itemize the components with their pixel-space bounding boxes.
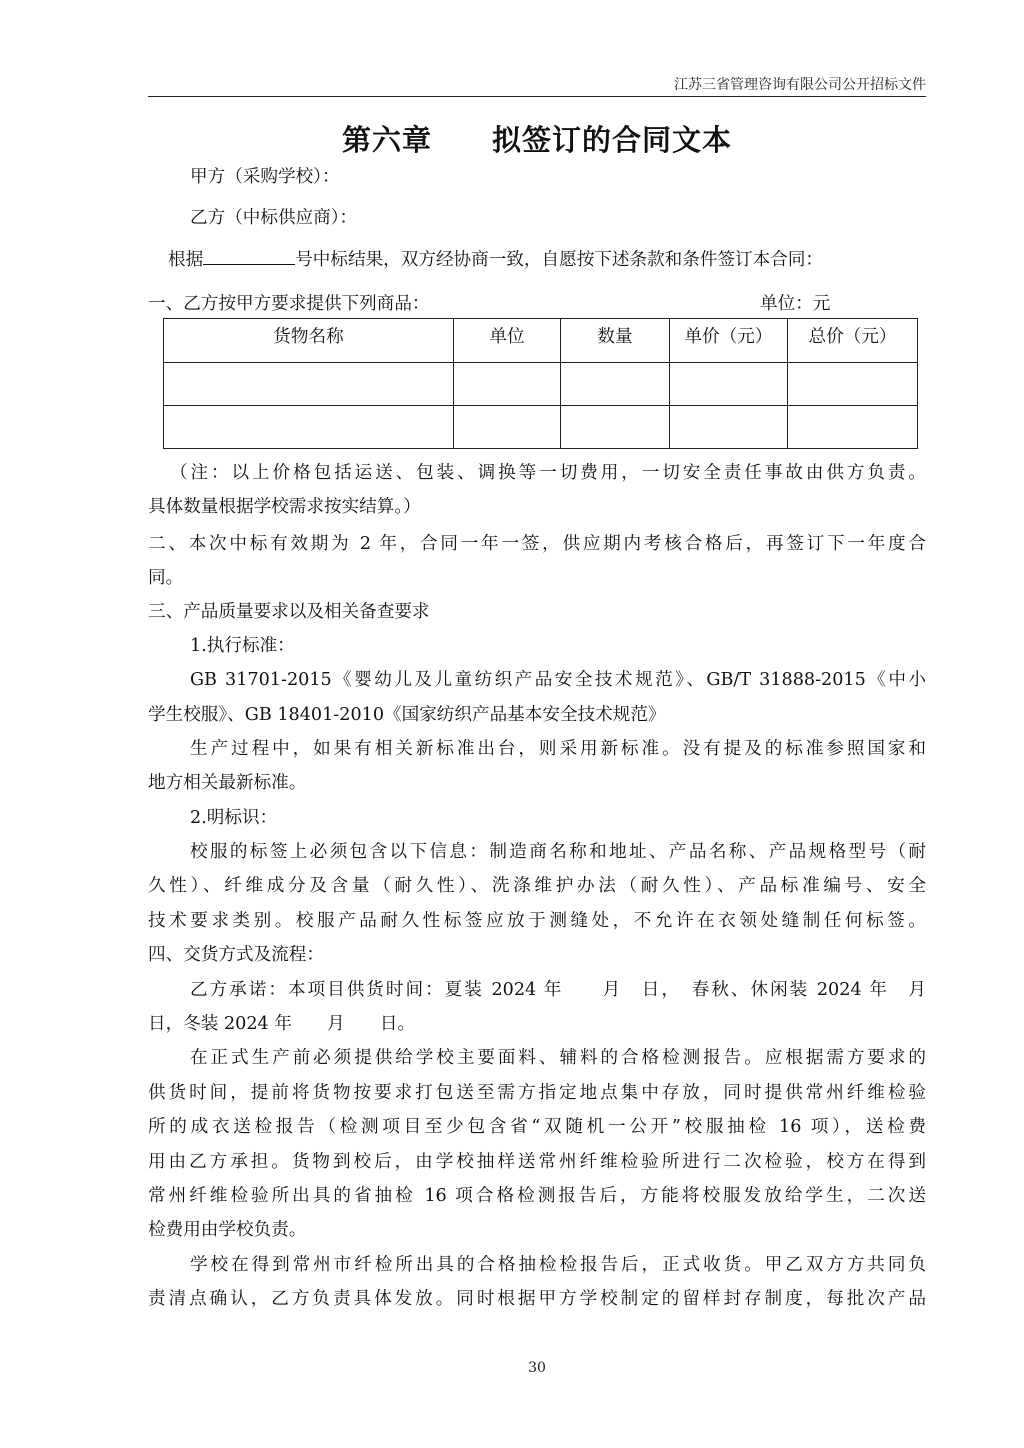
goods-table-header-cell: 单价（元） xyxy=(670,319,788,363)
goods-table-row xyxy=(164,406,918,449)
note-line-2: 具体数量根据学校需求按实结算。） xyxy=(148,497,421,517)
goods-table-header-cell: 总价（元） xyxy=(788,319,918,363)
labeling-label: 2.明标识： xyxy=(190,808,278,828)
acceptance-line-2: 责清点确认，乙方负责具体发放。同时根据甲方学校制定的留样封存制度，每批次产品 xyxy=(148,1289,926,1309)
goods-table-cell xyxy=(164,363,454,406)
goods-table-cell xyxy=(561,406,670,449)
goods-table-cell xyxy=(561,363,670,406)
goods-table-cell xyxy=(454,406,561,449)
note-line-1: （注：以上价格包括运送、包装、调换等一切费用，一切安全责任事故由供方负责。 xyxy=(170,463,926,483)
header-divider xyxy=(148,96,926,97)
acceptance-line-1: 学校在得到常州市纤检所出具的合格抽检检报告后，正式收货。甲乙双方方共同负 xyxy=(190,1255,926,1275)
goods-table-header-row xyxy=(164,319,918,363)
new-standard-line-2: 地方相关最新标准。 xyxy=(148,773,307,793)
tender-number-blank xyxy=(203,246,295,265)
standards-line-2: 学生校服》、GB 18401-2010《国家纺织产品基本安全技术规范》 xyxy=(148,705,666,725)
goods-table-cell xyxy=(788,406,918,449)
document-header: 江苏三省管理咨询有限公司公开招标文件 xyxy=(674,77,926,93)
production-line-3: 所的成衣送检报告（检测项目至少包含省“双随机一公开”校服抽检 16 项），送检费 xyxy=(148,1117,926,1137)
delivery-promise-line-2: 日，冬装 2024 年 月 日。 xyxy=(148,1014,416,1034)
party-b-line: 乙方（中标供应商）： xyxy=(190,208,358,228)
section2-line-1: 二、本次中标有效期为 2 年，合同一年一签，供应期内考核合格后，再签订下一年度合 xyxy=(148,534,926,554)
goods-table-cell xyxy=(670,406,788,449)
chapter-title: 第六章 拟签订的合同文本 xyxy=(341,123,732,157)
basis-prefix: 根据 xyxy=(168,250,204,270)
goods-table-header-cell: 单位 xyxy=(454,319,561,363)
goods-table-cell xyxy=(454,363,561,406)
production-line-5: 常州纤维检验所出具的省抽检 16 项合格检测报告后，方能将校服发放给学生，二次送 xyxy=(148,1186,926,1206)
goods-table xyxy=(163,318,918,449)
goods-table-header-cell: 数量 xyxy=(561,319,670,363)
production-line-6: 检费用由学校负责。 xyxy=(148,1220,307,1240)
page-number: 30 xyxy=(528,1360,546,1376)
standards-line-1: GB 31701-2015《婴幼儿及儿童纺织产品安全技术规范》、GB/T 31888-2015《中小 xyxy=(190,670,926,690)
goods-table-cell xyxy=(164,406,454,449)
goods-table-cell xyxy=(670,363,788,406)
new-standard-line-1: 生产过程中，如果有相关新标准出台，则采用新标准。没有提及的标准参照国家和 xyxy=(190,739,926,759)
goods-table-header-cell: 货物名称 xyxy=(164,319,454,363)
section2-line-2: 同。 xyxy=(148,568,184,588)
section1-heading: 一、乙方按甲方要求提供下列商品： xyxy=(148,294,430,314)
goods-table-cell xyxy=(788,363,918,406)
labeling-line-2: 久性）、纤维成分及含量（耐久性）、洗涤维护办法（耐久性）、产品标准编号、安全 xyxy=(148,876,926,896)
basis-line xyxy=(148,246,946,272)
basis-suffix: 号中标结果，双方经协商一致，自愿按下述条款和条件签订本合同： xyxy=(295,250,824,270)
production-line-1: 在正式生产前必须提供给学校主要面料、辅料的合格检测报告。应根据需方要求的 xyxy=(190,1048,926,1068)
labeling-line-1: 校服的标签上必须包含以下信息：制造商名称和地址、产品名称、产品规格型号（耐 xyxy=(190,842,926,862)
labeling-line-3: 技术要求类别。校服产品耐久性标签应放于测缝处，不允许在衣领处缝制任何标签。 xyxy=(148,911,926,931)
goods-table-row xyxy=(164,363,918,406)
section4-heading: 四、交货方式及流程： xyxy=(148,945,324,965)
standards-label: 1.执行标准： xyxy=(190,636,295,656)
section3-heading: 三、产品质量要求以及相关备查要求 xyxy=(148,602,430,622)
production-line-2: 供货时间，提前将货物按要求打包送至需方指定地点集中存放，同时提供常州纤维检验 xyxy=(148,1083,926,1103)
unit-label: 单位：元 xyxy=(760,294,831,314)
production-line-4: 用由乙方承担。货物到校后，由学校抽样送常州纤维检验所进行二次检验，校方在得到 xyxy=(148,1152,926,1172)
party-a-line: 甲方（采购学校）： xyxy=(190,167,340,187)
delivery-promise-line-1: 乙方承诺：本项目供货时间：夏装 2024 年 月 日， 春秋、休闲装 2024 年 月 xyxy=(190,980,926,1000)
